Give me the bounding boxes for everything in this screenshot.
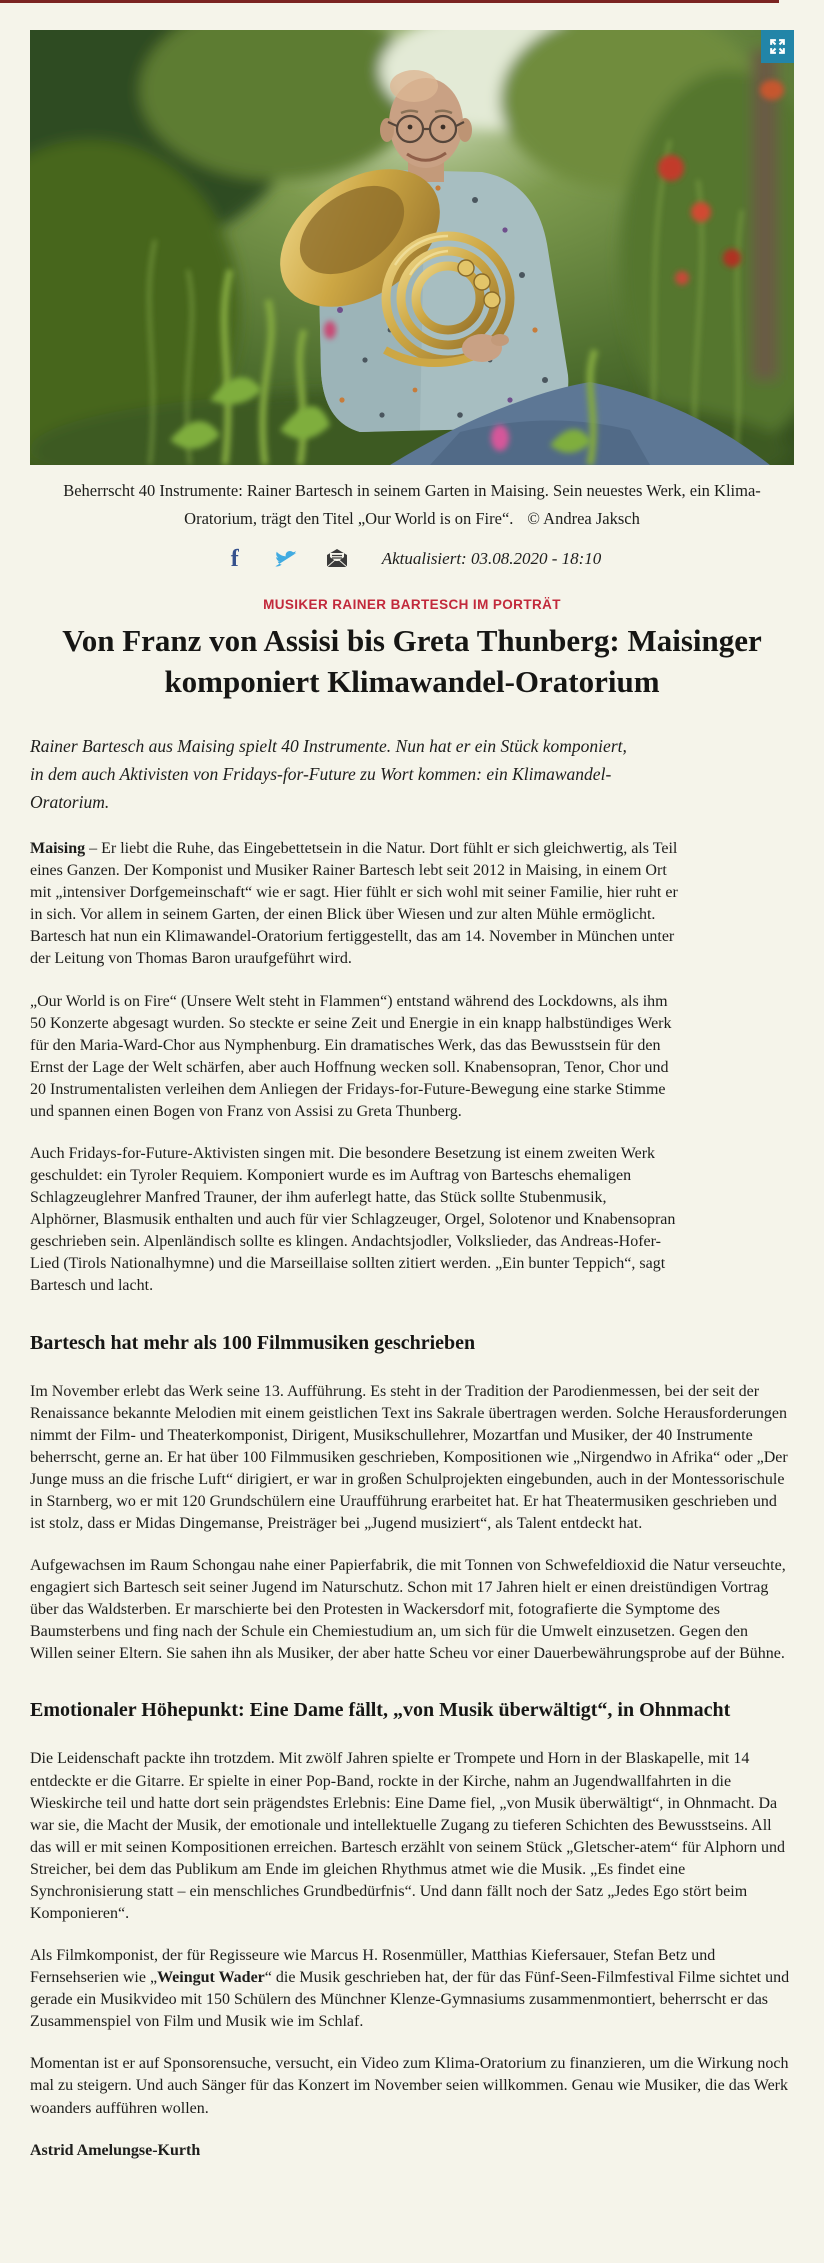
- twitter-share-button[interactable]: [274, 547, 298, 571]
- updated-timestamp: Aktualisiert: 03.08.2020 - 18:10: [381, 549, 602, 569]
- article-headline: Von Franz von Assisi bis Greta Thunberg: Maisinger komponiert Klimawandel-Oratorium: [62, 623, 762, 699]
- series-title: Weingut Wader: [157, 1969, 265, 1987]
- article-section-3: [30, 1748, 794, 2161]
- paragraph-8: Momentan ist er auf Sponsorensuche, versucht, ein Video zum Klima-Oratorium zu finanzieren, um die Wirkung noch mal zu steigern. Und auch Sänger für das Konzert im November seien willkommen. Genau wie Musiker, die das Werk woanders aufführen wollen.: [30, 2055, 789, 2117]
- photo-credit: © Andrea Jaksch: [527, 508, 640, 528]
- facebook-share-button[interactable]: [223, 547, 247, 571]
- site-header-edge: [0, 0, 779, 3]
- article-section-2: [30, 1381, 794, 1666]
- dateline: Maising: [30, 840, 86, 858]
- article-lede: Rainer Bartesch aus Maising spielt 40 Instrumente. Nun hat er ein Stück komponiert, in dem auch Aktivisten von Fridays-for-Future zu Wort kommen: ein Klimawandel-Oratorium.: [30, 736, 627, 813]
- paragraph-5: Aufgewachsen im Raum Schongau nahe einer Papierfabrik, die mit Tonnen von Schwefeldioxid die Natur verseuchte, engagiert sich Bartesch seit seiner Jugend im Naturschutz. Schon mit 17 Jahren hielt er einen dreistündigen Vortrag über das Waldsterben. Er marschierte bei den Protesten in Wackersdorf mit, fotografierte die Symptome des Baumsterbens und fing nach der Schule ein Chemiestudium an, um sich für die Umwelt einzusetzen. Gegen den Willen seiner Eltern. Sie sahen ihn als Musiker, der aber hatte Scheu vor einer Dauerbewährungsprobe auf der Bühne.: [30, 1557, 786, 1663]
- paragraph-7: Als Filmkomponist, der für Regisseure wie Marcus H. Rosenmüller, Matthias Kiefersauer, Stefan Betz und Fernsehserien wie „Weingut Wader“ die Musik geschrieben hat, der für das Fünf-Seen-Filmfestival Filme sichtet und gerade ein Musikvideo mit 150 Schülern des Münchner Klenze-Gymnasiums zusammenmontiert, beherrscht er das Zusammenspiel von Film und Musik wie im Schlaf.: [30, 1947, 790, 2031]
- photo-caption: [40, 477, 784, 532]
- photo-caption-text: Beherrscht 40 Instrumente: Rainer Bartesch in seinem Garten in Maising. Sein neuestes Werk, ein Klima-Oratorium, trägt den Titel „Our World is on Fire“.: [63, 481, 761, 528]
- facebook-f-icon: f: [230, 546, 239, 573]
- article-figure: [0, 30, 824, 532]
- paragraph-6: Die Leidenschaft packte ihn trotzdem. Mit zwölf Jahren spielte er Trompete und Horn in der Blaskapelle, mit 14 entdeckte er die Gitarre. Er spielte in einer Pop-Band, rockte in der Kirche, nahm an Jugendwallfahrten in die Wieskirche teil und hatte dort sein prägendstes Erlebnis: Eine Dame fiel, „von Musik überwältigt“, in Ohnmacht. Da war sie, die Macht der Musik, der emotionale und intellektuelle Zugang zu tieferen Schichten des Bewusstseins. All das will er mit seinen Kompositionen erreichen. Bartesch erzählt von seinem Stück „Gletscher-atem“ für Alphorn und Streicher, bei dem das Publikum am Ende im gleichen Rhythmus atmet wie die Musik. „Es findet eine Synchronisierung statt – ein menschliches Grundbedürfnis“. Und dann fällt noch der Satz „Jedes Ego stört beim Komponieren“.: [30, 1750, 786, 1922]
- subheading-1: Bartesch hat mehr als 100 Filmmusiken geschrieben: [30, 1331, 476, 1354]
- article-section-1: [30, 838, 678, 1297]
- garden-portrait-photo: [30, 30, 794, 465]
- twitter-bird-icon: [274, 547, 298, 571]
- expand-arrows-icon: [768, 37, 787, 56]
- paragraph-4: Im November erlebt das Werk seine 13. Aufführung. Es steht in der Tradition der Parodienmessen, bei der seit der Renaissance bekannte Melodien mit einem geistlichen Text ins Sakrale übertragen werden. Solche Herausforderungen nimmt der Film- und Theaterkomponist, Dirigent, Musikschullehrer, Mozartfan und Musiker, der 40 Instrumente beherrscht, gerne an. Er hat über 100 Filmmusiken geschrieben, Kompositionen wie „Nirgendwo in Afrika“ oder „Der Junge muss an die frische Luft“ dirigiert, er war in großen Schulprojekten eingebunden, auch in der Montessorischule in Starnberg, wo er mit 120 Grundschülern eine Uraufführung erarbeitet hat. Er hat Theatermusiken geschrieben und ist stolz, dass er Midas Dingemanse, Preisträger bei „Jugend musiziert“, als Talent entdeckt hat.: [30, 1382, 788, 1532]
- author-byline: Astrid Amelungse-Kurth: [30, 2141, 201, 2159]
- share-row: [0, 547, 824, 571]
- kicker-link[interactable]: MUSIKER RAINER BARTESCH IM PORTRÄT: [263, 597, 561, 613]
- email-share-button[interactable]: [325, 547, 349, 571]
- subheading-2: Emotionaler Höhepunkt: Eine Dame fällt, „von Musik überwältigt“, in Ohnmacht: [30, 1699, 731, 1722]
- article-body: [30, 838, 794, 2162]
- expand-photo-button[interactable]: [761, 30, 794, 63]
- paragraph-1: Maising – Er liebt die Ruhe, das Eingebettetsein in die Natur. Dort fühlt er sich gleichwertig, als Teil eines Ganzen. Der Komponist und Musiker Rainer Bartesch lebt seit 2012 in Maising, in einem Ort mit „intensiver Dorfgemeinschaft“ wie er sagt. Hier fühlt er sich wohl mit seiner Familie, hier ruht er in sich. Vor allem in seinem Garten, der einen Blick über Wiesen und zur alten Mühle ermöglicht. Bartesch hat nun ein Klimawandel-Oratorium fertiggestellt, das am 14. November in München unter der Leitung von Thomas Baron uraufgeführt wird.: [30, 840, 678, 968]
- paragraph-2: „Our World is on Fire“ (Unsere Welt steht in Flammen“) entstand während des Lockdowns, als ihm 50 Konzerte abgesagt wurden. So steckte er seine Zeit und Energie in ein knapp halbstündiges Werk für den Maria-Ward-Chor aus Nymphenburg. Ein dramatisches Werk, das das Bewusstsein für den Ernst der Lage der Welt schärfen, aber auch Hoffnung wecken soll. Knabensopran, Tenor, Chor und 20 Instrumentalisten verleihen dem Anliegen der Fridays-for-Future-Bewegung eine starke Stimme und spannen einen Bogen von Franz von Assisi zu Greta Thunberg.: [30, 992, 672, 1120]
- email-envelope-icon: [325, 547, 349, 571]
- article-photo: [30, 30, 794, 465]
- paragraph-3: Auch Fridays-for-Future-Aktivisten singen mit. Die besondere Besetzung ist einem zweiten Werk geschuldet: ein Tyroler Requiem. Komponiert wurde es im Auftrag von Barteschs ehemaligen Schlagzeuglehrer Manfred Trauner, der ihm auferlegt hatte, das Stück sollte Stubenmusik, Alphörner, Blasmusik enthalten und auch für vier Schlagzeuger, Orgel, Solotenor und Knabensopran geschrieben sein. Alpenländisch sollte es klingen. Andachtsjodler, Volkslieder, das Andreas-Hofer-Lied (Tirols Nationalhymne) und die Marseillaise sollten zitiert werden. „Ein bunter Teppich“, sagt Bartesch und lacht.: [30, 1144, 676, 1295]
